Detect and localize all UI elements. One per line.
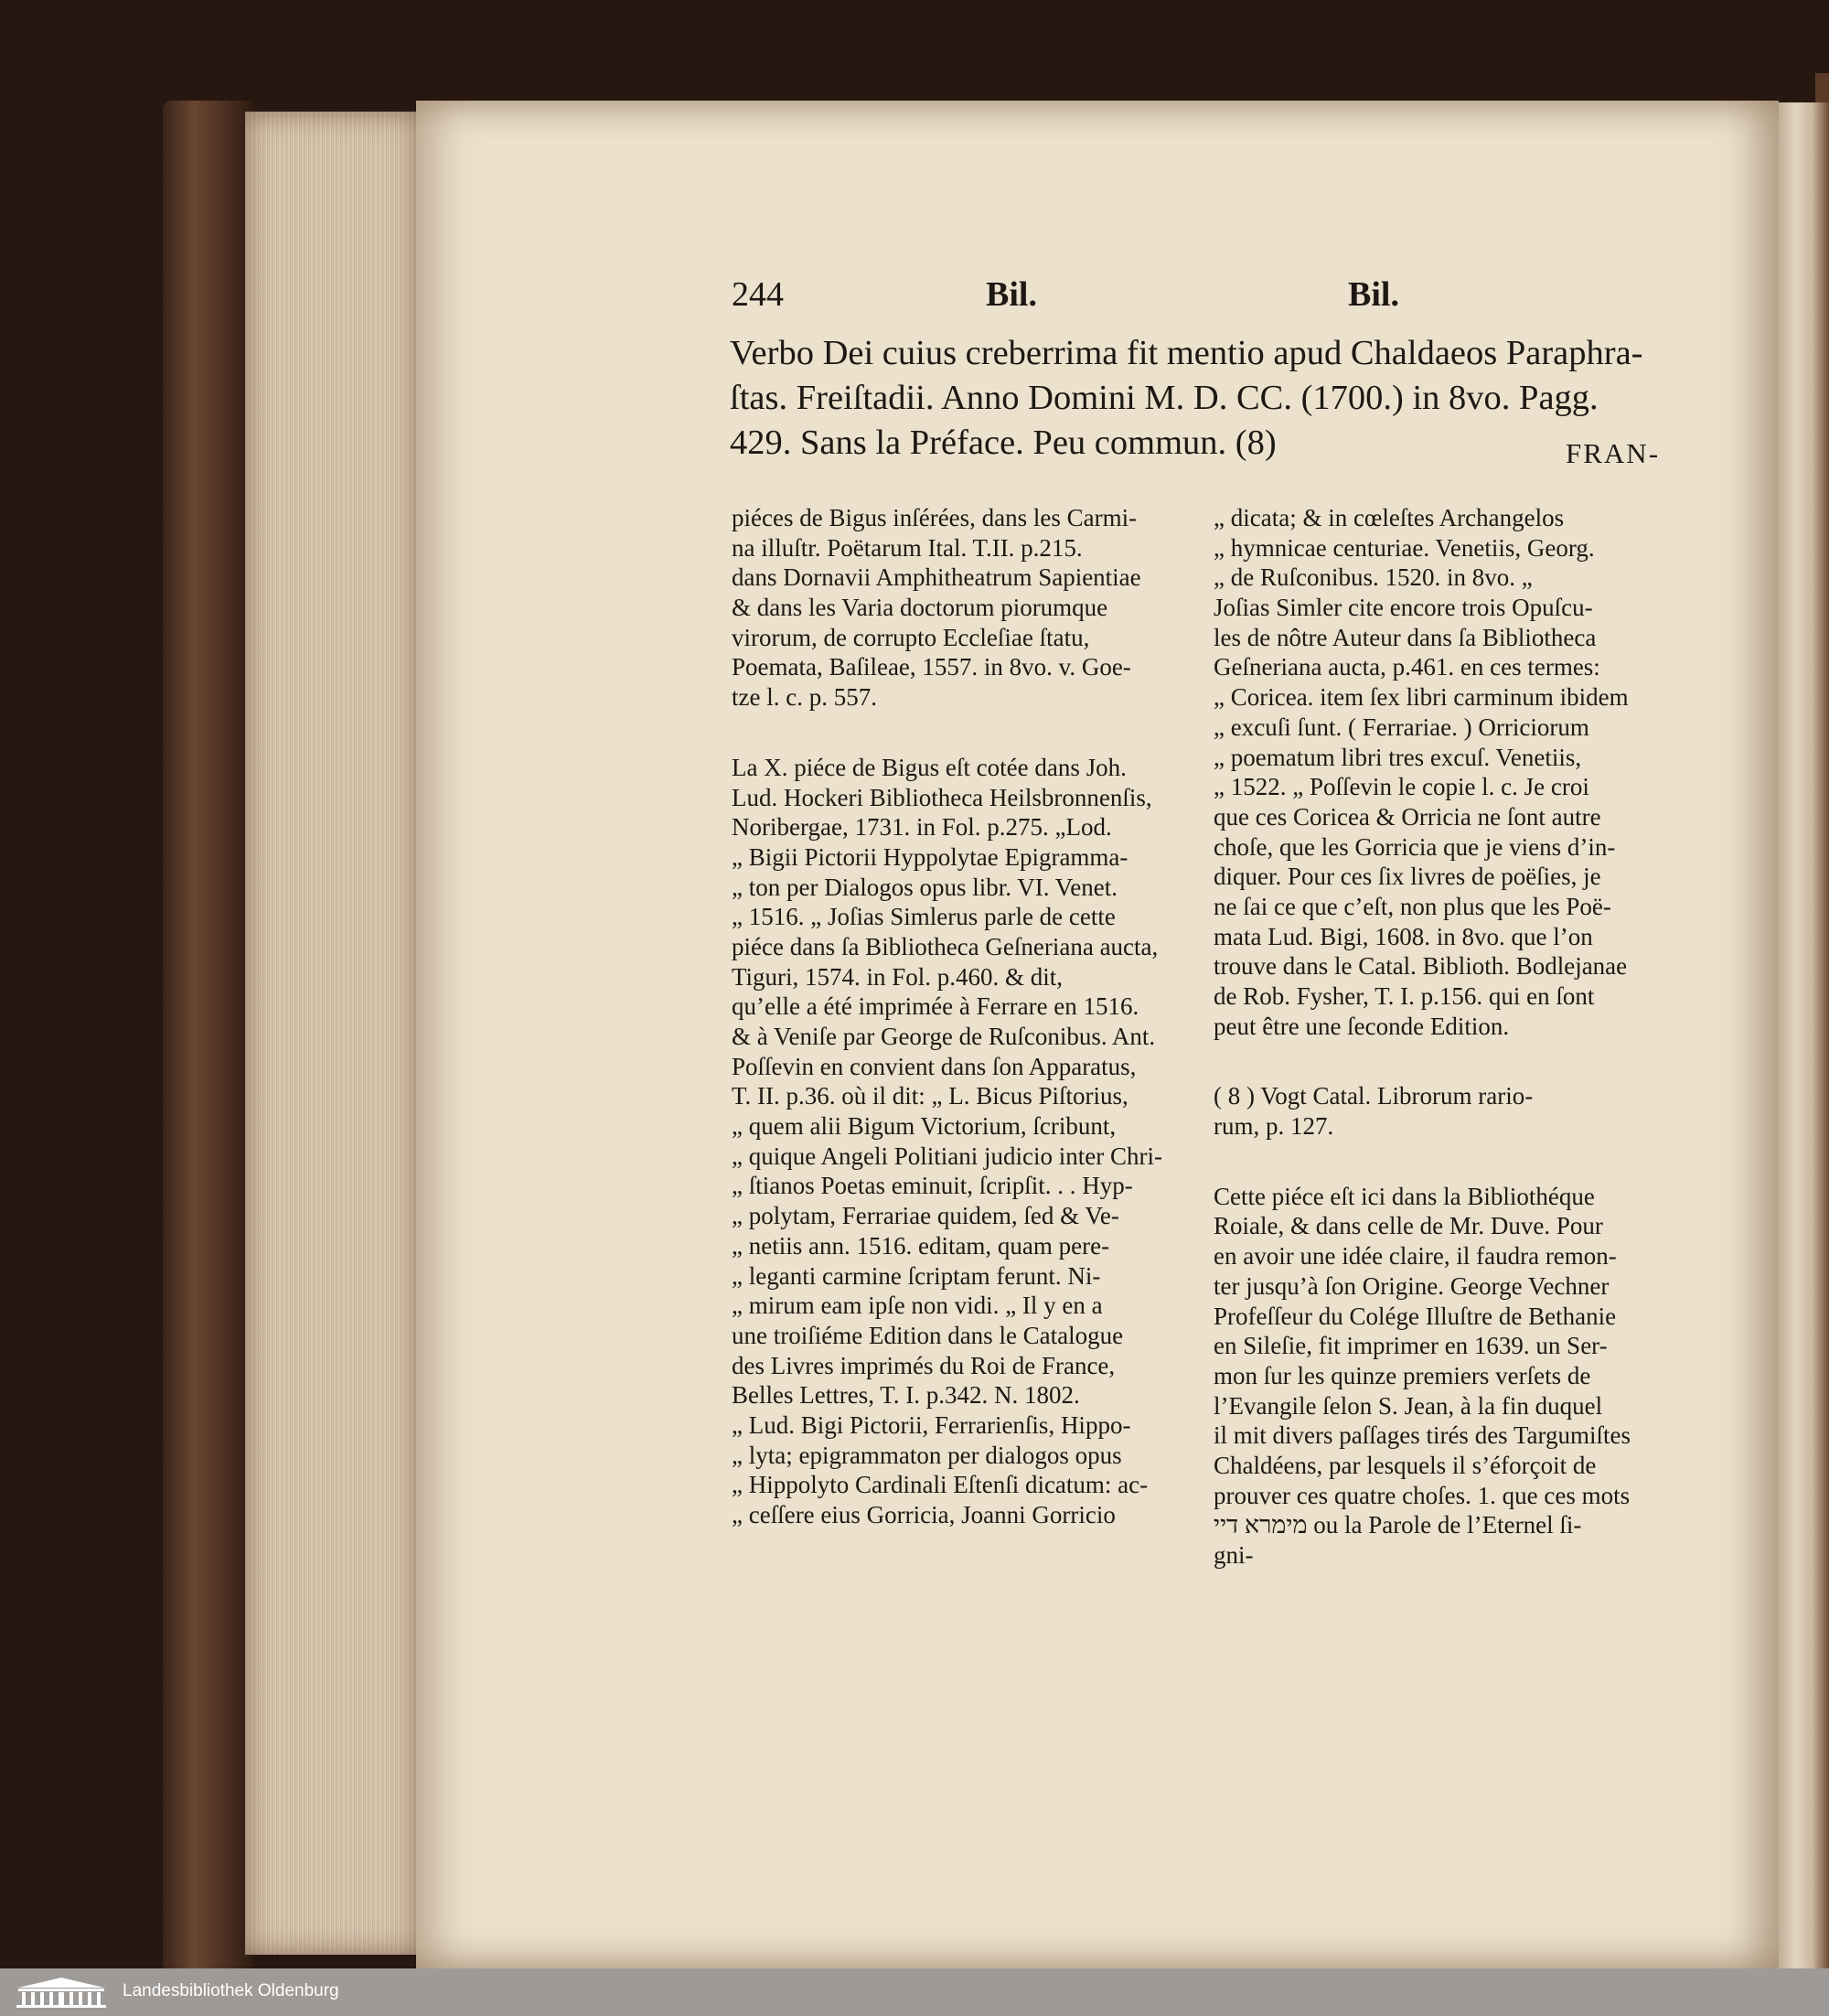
text-line: il mit divers paſſages tirés des Targumiſtes bbox=[1214, 1421, 1631, 1450]
text-line: „ dicata; & in cœleſtes Archangelos bbox=[1214, 504, 1565, 531]
text-line: „ 1516. „ Joſias Simlerus parle de cette bbox=[732, 903, 1116, 931]
text-line: „ poematum libri tres excuſ. Venetiis, bbox=[1214, 743, 1582, 771]
page-edges bbox=[245, 112, 419, 1955]
text-line: Poſſevin en convient dans ſon Apparatus, bbox=[732, 1052, 1137, 1080]
text-line: „ de Ruſconibus. 1520. in 8vo. „ bbox=[1214, 563, 1533, 592]
text-line: diquer. Pour ces ſix livres de poëſies, je bbox=[1214, 863, 1601, 891]
text-line: „ 1522. „ Poſſevin le copie l. c. Je croi bbox=[1214, 773, 1589, 801]
continued-entry-text bbox=[730, 331, 1663, 466]
paragraph-gap bbox=[732, 713, 1177, 753]
text-line: & dans les Varia doctorum piorumque bbox=[732, 594, 1108, 622]
running-headword-right: Bil. bbox=[1348, 275, 1399, 314]
text-line: qu’elle a été imprimée à Ferrare en 1516. bbox=[732, 992, 1139, 1021]
text-line: „ mirum eam ipſe non vidi. „ Il y en a bbox=[732, 1292, 1103, 1320]
text-line: „ polytam, Ferrariae quidem, ſed & Ve- bbox=[732, 1202, 1119, 1230]
book-cover-left bbox=[163, 101, 254, 1968]
text-line: en avoir une idée claire, il faudra remon- bbox=[1214, 1242, 1617, 1271]
text-line: La X. piéce de Bigus eſt cotée dans Joh. bbox=[732, 753, 1127, 781]
text-line: Verbo Dei cuius creberrima fit mentio apud Chaldaeos Paraphra- bbox=[730, 334, 1643, 372]
text-line: Lud. Hockeri Bibliotheca Heilsbronnenſis, bbox=[732, 783, 1152, 811]
text-line: „ Bigii Pictorii Hyppolytae Epigramma- bbox=[732, 842, 1128, 871]
text-line: „ excuſi ſunt. ( Ferrariae. ) Orriciorum bbox=[1214, 713, 1589, 741]
page-number: 244 bbox=[732, 275, 784, 314]
library-footer-bar bbox=[0, 1968, 1829, 2016]
text-line: T. II. p.36. où il dit: „ L. Bicus Piſtorius, bbox=[732, 1082, 1128, 1110]
text-line: „ leganti carmine ſcriptam ferunt. Ni- bbox=[732, 1261, 1101, 1290]
text-line: peut être une ſeconde Edition. bbox=[1214, 1012, 1510, 1040]
text-line: Poemata, Baſileae, 1557. in 8vo. v. Goe- bbox=[732, 653, 1131, 681]
paragraph-gap bbox=[1214, 1041, 1659, 1081]
text-line: ter jusqu’à ſon Origine. George Vechner bbox=[1214, 1271, 1610, 1300]
text-line: piéces de Bigus inſérées, dans les Carmi- bbox=[732, 504, 1138, 531]
text-line: מימרא דיי ou la Parole de l’Eternel ſi- bbox=[1214, 1511, 1582, 1539]
text-line: „ ton per Dialogos opus libr. VI. Venet. bbox=[732, 873, 1118, 901]
text-line: les de nôtre Auteur dans ſa Bibliotheca bbox=[1214, 623, 1597, 651]
text-line: ( 8 ) Vogt Catal. Librorum rario- bbox=[1214, 1082, 1534, 1110]
text-line: „ ſtianos Poetas eminuit, ſcripſit. . . Hyp- bbox=[732, 1172, 1133, 1200]
text-line: ne ſai ce que c’eſt, non plus que les Poë- bbox=[1214, 892, 1611, 920]
text-line: mon ſur les quinze premiers verſets de bbox=[1214, 1361, 1591, 1389]
text-line: l’Evangile ſelon S. Jean, à la fin duquel bbox=[1214, 1391, 1603, 1420]
text-line: Chaldéens, par lesquels il s’éforçoit de bbox=[1214, 1451, 1597, 1479]
text-line: une troiſiéme Edition dans le Catalogue bbox=[732, 1321, 1124, 1349]
paragraph-gap bbox=[1214, 1142, 1659, 1182]
facing-page-edge bbox=[1774, 102, 1829, 1968]
text-line: en Sileſie, fit imprimer en 1639. un Ser- bbox=[1214, 1332, 1608, 1360]
text-line: que ces Coricea & Orricia ne ſont autre bbox=[1214, 802, 1601, 831]
text-line: „ Hippolyto Cardinali Eſtenſi dicatum: ac- bbox=[732, 1471, 1149, 1499]
text-line: virorum, de corrupto Eccleſiae ſtatu, bbox=[732, 623, 1090, 651]
text-line: Belles Lettres, T. I. p.342. N. 1802. bbox=[732, 1381, 1080, 1410]
text-line: Profeſſeur du Colége Illuſtre de Bethanie bbox=[1214, 1302, 1617, 1330]
text-line: „ Lud. Bigi Pictorii, Ferrarienſis, Hippo- bbox=[732, 1410, 1131, 1439]
text-line: 429. Sans la Préface. Peu commun. (8) bbox=[730, 424, 1277, 462]
text-line: Noribergae, 1731. in Fol. p.275. „Lod. bbox=[732, 813, 1112, 842]
text-line: des Livres imprimés du Roi de France, bbox=[732, 1351, 1116, 1379]
left-column bbox=[732, 503, 1177, 1530]
text-line: de Rob. Fysher, T. I. p.156. qui en ſont bbox=[1214, 982, 1595, 1010]
library-building-icon bbox=[13, 1977, 110, 2008]
text-line: Cette piéce eſt ici dans la Bibliothéque bbox=[1214, 1182, 1595, 1210]
text-line: na illuſtr. Poëtarum Ital. T.II. p.215. bbox=[732, 533, 1083, 562]
text-line: dans Dornavii Amphitheatrum Sapientiae bbox=[732, 563, 1141, 592]
text-line: Joſias Simler cite encore trois Opuſcu- bbox=[1214, 594, 1593, 622]
text-line: ſtas. Freiſtadii. Anno Domini M. D. CC. (1700.) in 8vo. Pagg. bbox=[730, 379, 1599, 417]
text-line: Roiale, & dans celle de Mr. Duve. Pour bbox=[1214, 1212, 1603, 1240]
text-line: „ ceſſere eius Gorricia, Joanni Gorricio bbox=[732, 1501, 1116, 1528]
text-line: & à Veniſe par George de Ruſconibus. Ant. bbox=[732, 1023, 1156, 1050]
text-line: tze l. c. p. 557. bbox=[732, 683, 877, 712]
text-line: „ hymnicae centuriae. Venetiis, Georg. bbox=[1214, 533, 1595, 562]
text-line: trouve dans le Catal. Biblioth. Bodlejanae bbox=[1214, 952, 1628, 981]
text-line: gni- bbox=[1214, 1541, 1254, 1569]
text-line: „ netiis ann. 1516. editam, quam pere- bbox=[732, 1231, 1110, 1260]
text-line: „ lyta; epigrammaton per dialogos opus bbox=[732, 1441, 1122, 1469]
library-name: Landesbibliothek Oldenburg bbox=[123, 1981, 339, 2000]
right-column bbox=[1214, 503, 1659, 1571]
text-line: prouver ces quatre choſes. 1. que ces mots bbox=[1214, 1481, 1631, 1509]
running-headword-left: Bil. bbox=[986, 275, 1037, 314]
text-line: rum, p. 127. bbox=[1214, 1112, 1334, 1141]
text-line: Geſneriana aucta, p.461. en ces termes: bbox=[1214, 653, 1600, 681]
text-line: „ Coricea. item ſex libri carminum ibidem bbox=[1214, 683, 1629, 712]
catchword: FRAN- bbox=[1566, 437, 1661, 469]
text-line: mata Lud. Bigi, 1608. in 8vo. que l’on bbox=[1214, 922, 1593, 950]
text-line: choſe, que les Gorricia que je viens d’in- bbox=[1214, 832, 1616, 861]
text-line: piéce dans ſa Bibliotheca Geſneriana aucta, bbox=[732, 932, 1159, 960]
text-line: „ quem alii Bigum Victorium, ſcribunt, bbox=[732, 1112, 1117, 1141]
text-line: Tiguri, 1574. in Fol. p.460. & dit, bbox=[732, 962, 1064, 991]
text-line: „ quique Angeli Politiani judicio inter Chri- bbox=[732, 1142, 1162, 1170]
